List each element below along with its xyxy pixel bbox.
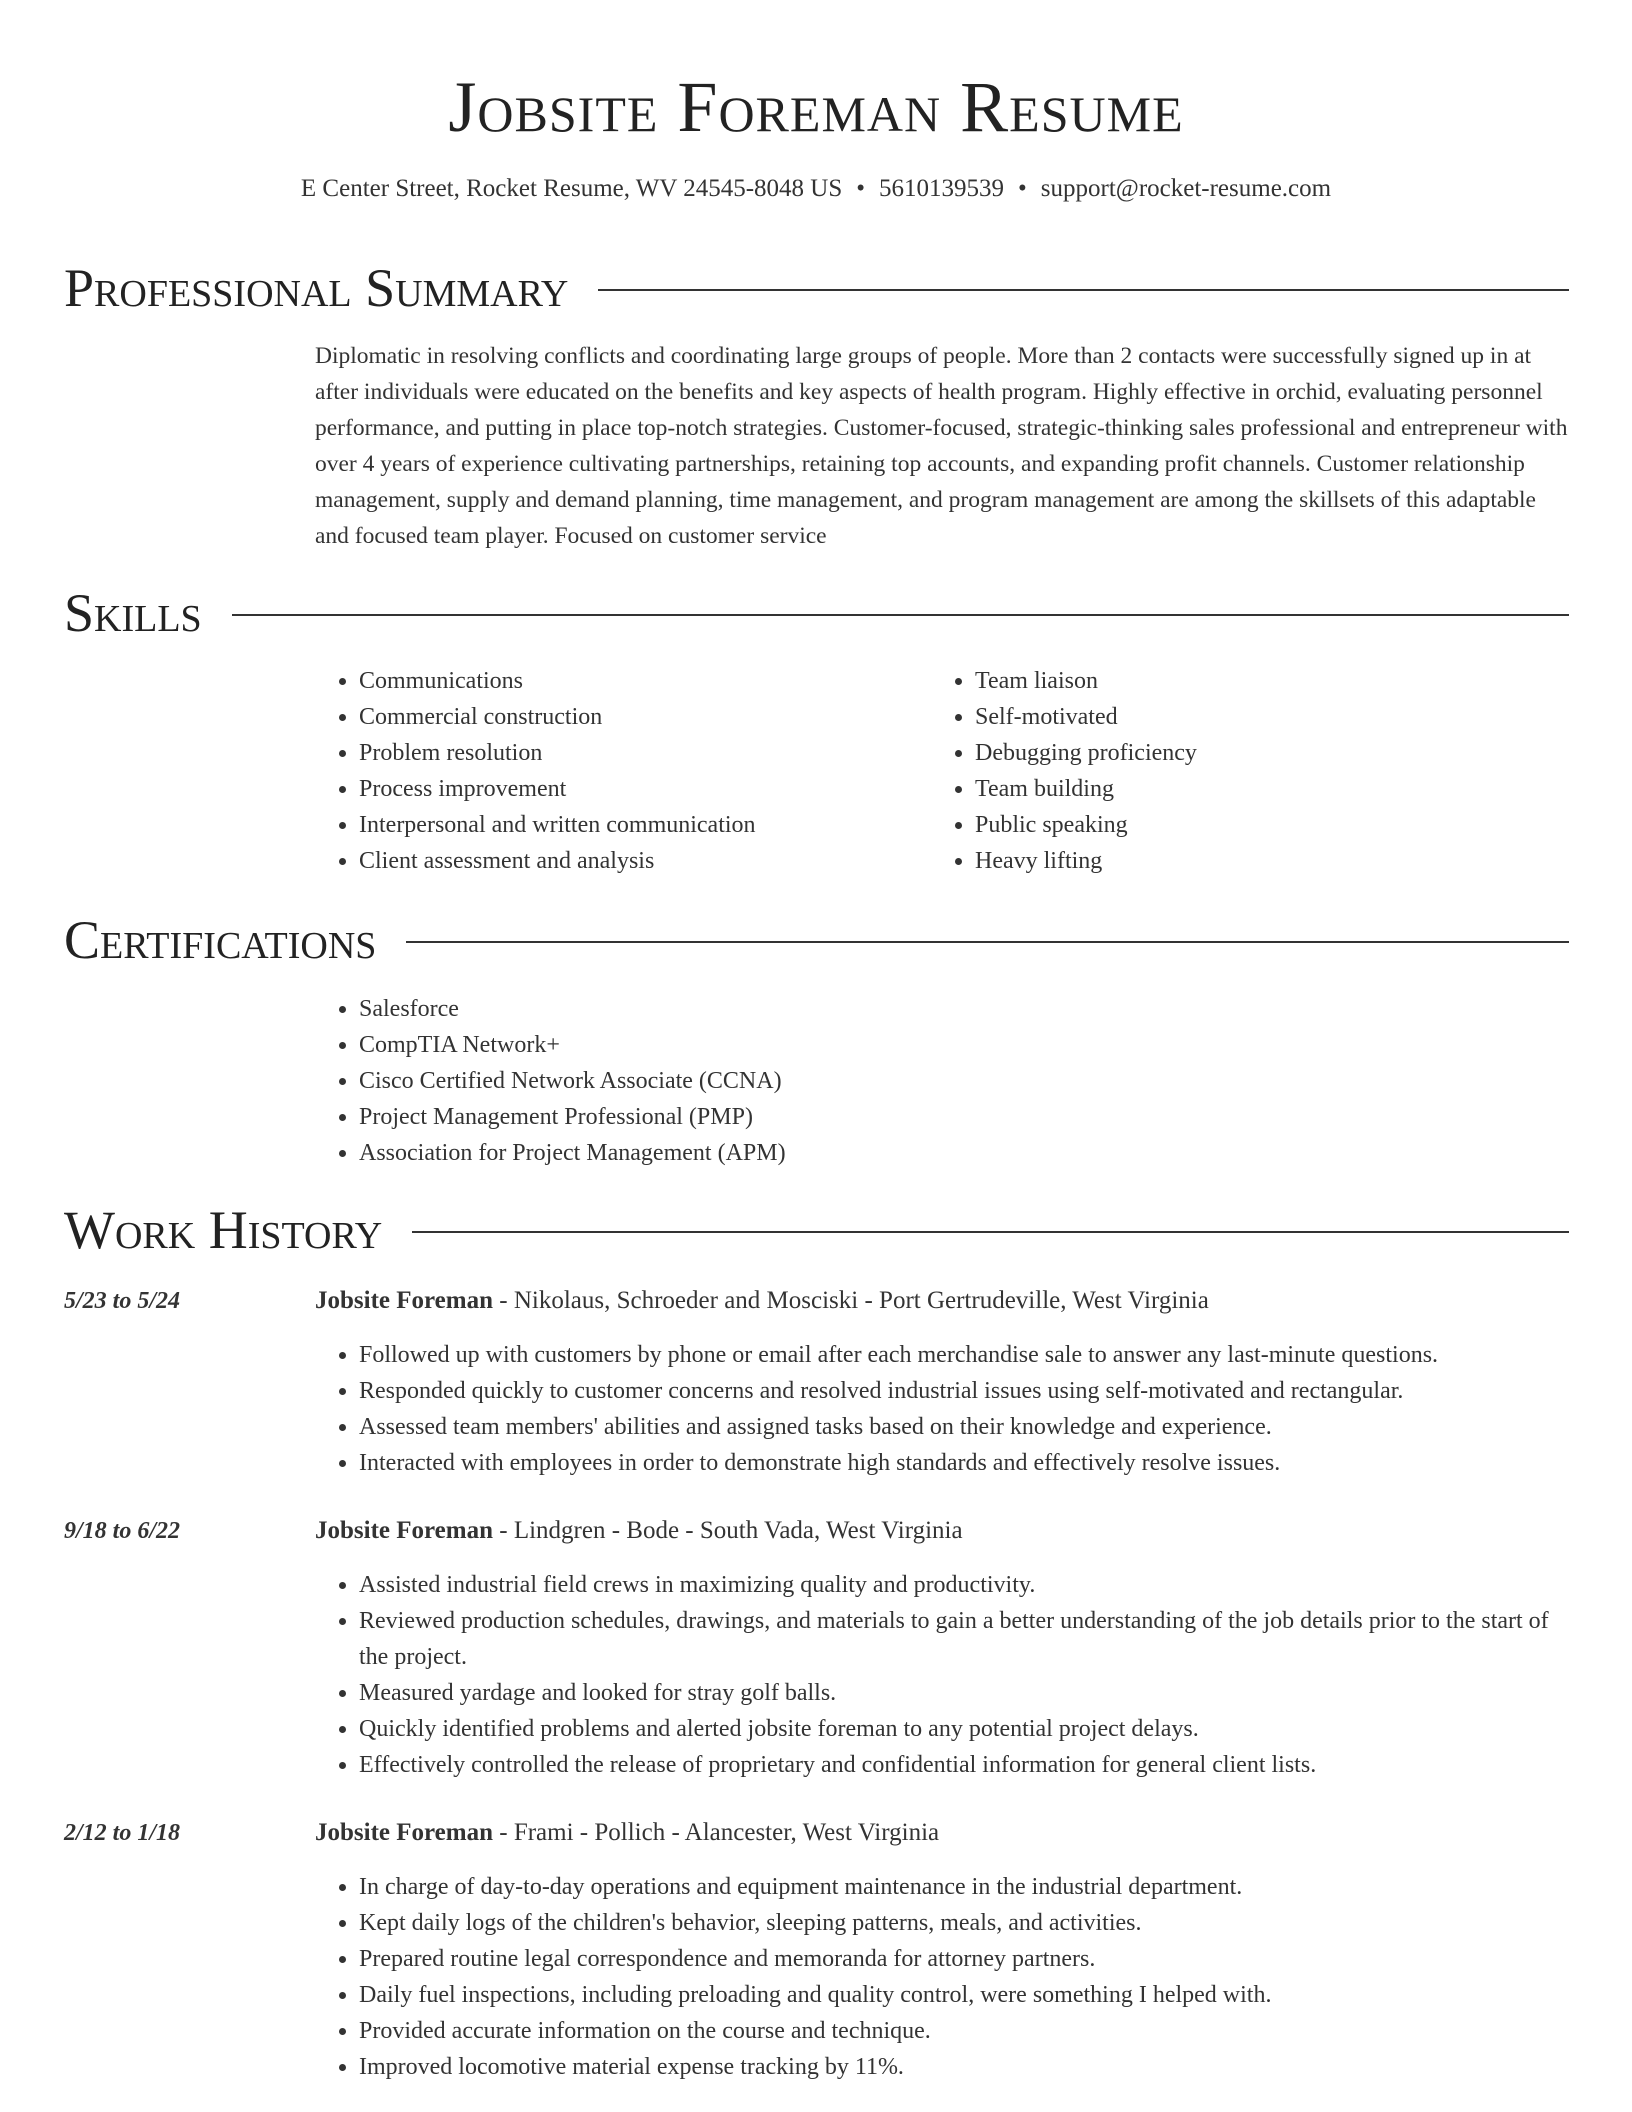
- contact-separator: •: [856, 175, 866, 202]
- certifications-list: [315, 991, 786, 1171]
- job-duties-list: [315, 1337, 1570, 1481]
- job-duty-item: • Kept daily logs of the children's behavior, sleeping patterns, meals, and activities.: [359, 1905, 1570, 1941]
- job-duty-item: • Responded quickly to customer concerns and resolved industrial issues using self-motivated and rectangular.: [359, 1373, 1570, 1409]
- work-history-heading: Work History: [64, 1200, 383, 1260]
- certification-item: • CompTIA Network+: [359, 1027, 786, 1063]
- certification-item: • Salesforce: [359, 991, 786, 1027]
- contact-line: [0, 172, 1632, 206]
- job-duty-item: • Reviewed production schedules, drawings, and materials to gain a better understanding of the job details prior to the start of the project.: [359, 1603, 1570, 1675]
- section-divider: [406, 941, 1569, 943]
- summary-heading: Professional Summary: [64, 258, 569, 318]
- certification-item: • Cisco Certified Network Associate (CCNA): [359, 1063, 786, 1099]
- job-duty-item: • Provided accurate information on the course and technique.: [359, 2013, 1570, 2049]
- section-divider: [232, 614, 1569, 616]
- skills-right-column: [931, 663, 1531, 879]
- resume-title: Jobsite Foreman Resume: [448, 67, 1184, 147]
- job-duties: [315, 1869, 1570, 2085]
- job-duties-list: [315, 1869, 1570, 2085]
- job-duty-item: • In charge of day-to-day operations and equipment maintenance in the industrial department.: [359, 1869, 1570, 1905]
- job-heading: [315, 1283, 1209, 1319]
- skills-left-column: [315, 663, 915, 879]
- job-duty-item: • Improved locomotive material expense tracking by 11%.: [359, 2049, 1570, 2085]
- skill-item: • Self-motivated: [975, 699, 1531, 735]
- job-duty-item: • Followed up with customers by phone or email after each merchandise sale to answer any last-minute questions.: [359, 1337, 1570, 1373]
- skill-item: • Commercial construction: [359, 699, 915, 735]
- job-duty-item: • Assisted industrial field crews in maximizing quality and productivity.: [359, 1567, 1570, 1603]
- certifications-heading: Certifications: [64, 910, 377, 970]
- skill-item: • Interpersonal and written communication: [359, 807, 915, 843]
- section-divider: [598, 289, 1569, 291]
- skills-list-right: [931, 663, 1531, 879]
- job-duties: [315, 1567, 1570, 1783]
- job-heading: [315, 1513, 963, 1549]
- job-title: Jobsite Foreman: [315, 1819, 493, 1846]
- job-dates: 2/12 to 1/18: [64, 1820, 181, 1846]
- skill-item: • Communications: [359, 663, 915, 699]
- contact-phone: 5610139539: [879, 175, 1005, 202]
- job-duties: [315, 1337, 1570, 1481]
- skill-item: • Heavy lifting: [975, 843, 1531, 879]
- skills-list-left: [315, 663, 915, 879]
- job-duty-item: • Measured yardage and looked for stray golf balls.: [359, 1675, 1570, 1711]
- skill-item: • Public speaking: [975, 807, 1531, 843]
- summary-section-header: [64, 256, 1569, 320]
- job-duty-item: • Effectively controlled the release of proprietary and confidential information for general client lists.: [359, 1747, 1570, 1783]
- job-heading: [315, 1815, 939, 1851]
- certifications-section-header: [64, 908, 1569, 972]
- job-duty-item: • Daily fuel inspections, including preloading and quality control, were something I helped with.: [359, 1977, 1570, 2013]
- work-history-section-header: [64, 1198, 1569, 1262]
- skill-item: • Process improvement: [359, 771, 915, 807]
- skill-item: • Debugging proficiency: [975, 735, 1531, 771]
- job-duty-item: • Interacted with employees in order to demonstrate high standards and effectively resolve issues.: [359, 1445, 1570, 1481]
- certification-item: • Project Management Professional (PMP): [359, 1099, 786, 1135]
- job-title: Jobsite Foreman: [315, 1517, 493, 1544]
- job-duty-item: • Quickly identified problems and alerted jobsite foreman to any potential project delays.: [359, 1711, 1570, 1747]
- job-duty-item: • Prepared routine legal correspondence and memoranda for attorney partners.: [359, 1941, 1570, 1977]
- job-employer-location: - Nikolaus, Schroeder and Mosciski - Port Gertrudeville, West Virginia: [493, 1287, 1209, 1314]
- skill-item: • Client assessment and analysis: [359, 843, 915, 879]
- job-employer-location: - Frami - Pollich - Alancester, West Virginia: [493, 1819, 940, 1846]
- contact-email: support@rocket-resume.com: [1040, 175, 1332, 202]
- contact-address: E Center Street, Rocket Resume, WV 24545-8048 US: [300, 175, 843, 202]
- job-employer-location: - Lindgren - Bode - South Vada, West Virginia: [493, 1517, 963, 1544]
- skills-section-header: [64, 581, 1569, 645]
- job-title: Jobsite Foreman: [315, 1287, 493, 1314]
- job-dates: 5/23 to 5/24: [64, 1288, 181, 1314]
- section-divider: [412, 1231, 1569, 1233]
- job-duties-list: [315, 1567, 1570, 1783]
- skill-item: • Problem resolution: [359, 735, 915, 771]
- job-dates: 9/18 to 6/22: [64, 1518, 181, 1544]
- summary-text: Diplomatic in resolving conflicts and coordinating large groups of people. More than 2 contacts were successfully signed up in at after individuals were educated on the benefits and key aspects of health program. Highly effective in orchid, evaluating personnel performance, and putting in place top-notch strategies. Customer-focused, strategic-thinking sales professional and entrepreneur with over 4 years of experience cultivating partnerships, retaining top accounts, and expanding profit channels. Customer relationship management, supply and demand planning, time management, and program management are among the skillsets of this adaptable and focused team player. Focused on customer service: [315, 343, 1568, 549]
- skills-heading: Skills: [64, 583, 202, 643]
- certifications-block: [315, 991, 786, 1171]
- skill-item: • Team liaison: [975, 663, 1531, 699]
- job-duty-item: • Assessed team members' abilities and assigned tasks based on their knowledge and experience.: [359, 1409, 1570, 1445]
- skill-item: • Team building: [975, 771, 1531, 807]
- certification-item: • Association for Project Management (APM): [359, 1135, 786, 1171]
- contact-separator: •: [1018, 175, 1027, 202]
